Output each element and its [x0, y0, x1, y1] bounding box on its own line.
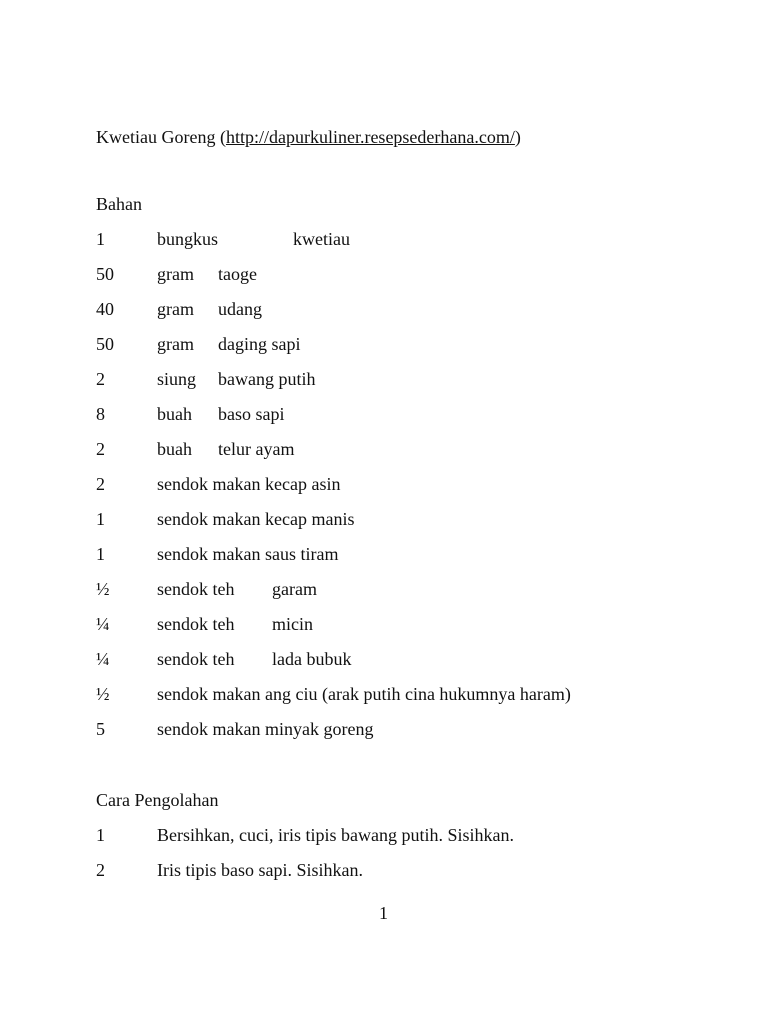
ingredient-unit: sendok teh	[157, 649, 235, 669]
ingredient-qty: 1	[96, 229, 105, 249]
ingredient-qty: 1	[96, 544, 105, 564]
ingredient-qty: 5	[96, 719, 105, 739]
step-number: 1	[96, 825, 105, 845]
title-text: Kwetiau Goreng (	[96, 127, 226, 147]
bahan-heading: Bahan	[96, 194, 142, 214]
ingredient-item: saus tiram	[265, 544, 339, 564]
source-link[interactable]: http://dapurkuliner.resepsederhana.com/	[225, 127, 515, 147]
ingredient-item: kecap manis	[265, 509, 355, 529]
ingredient-unit: sendok makan	[157, 474, 261, 494]
ingredient-item: telur ayam	[218, 439, 295, 459]
ingredient-unit: buah	[157, 404, 192, 424]
ingredient-qty: 8	[96, 404, 105, 424]
ingredient-unit: sendok makan	[157, 719, 261, 739]
ingredient-item: baso sapi	[218, 404, 285, 424]
title-close: )	[514, 127, 521, 147]
ingredient-item: udang	[218, 299, 262, 319]
ingredient-item: garam	[272, 579, 317, 599]
ingredient-item: kwetiau	[293, 229, 350, 249]
ingredient-qty: 2	[96, 439, 105, 459]
ingredient-item: lada bubuk	[272, 649, 352, 669]
step-text: Iris tipis baso sapi. Sisihkan.	[157, 860, 363, 880]
ingredient-qty: 50	[96, 264, 114, 284]
ingredient-unit: sendok makan	[157, 544, 261, 564]
ingredient-unit: buah	[157, 439, 192, 459]
ingredient-qty: 2	[96, 474, 105, 494]
ingredient-unit: sendok teh	[157, 614, 235, 634]
ingredient-qty: ¼	[96, 649, 110, 669]
ingredient-qty: 2	[96, 369, 105, 389]
ingredient-unit: gram	[157, 334, 194, 354]
ingredient-item: ang ciu (arak putih cina hukumnya haram)	[265, 684, 571, 704]
ingredient-unit: sendok teh	[157, 579, 235, 599]
ingredient-qty: ½	[96, 579, 110, 599]
ingredient-unit: bungkus	[157, 229, 219, 249]
step-number: 2	[96, 860, 105, 880]
ingredient-item: micin	[272, 614, 313, 634]
ingredient-unit: gram	[157, 264, 194, 284]
ingredient-item: minyak goreng	[265, 719, 374, 739]
step-text: Bersihkan, cuci, iris tipis bawang putih. Sisihkan.	[157, 825, 514, 845]
ingredient-item: taoge	[218, 264, 257, 284]
ingredient-qty: 40	[96, 299, 114, 319]
ingredient-qty: ½	[96, 684, 110, 704]
ingredient-unit: sendok makan	[157, 684, 261, 704]
ingredient-unit: gram	[157, 299, 194, 319]
document-title	[96, 126, 521, 148]
ingredient-unit: siung	[157, 369, 197, 389]
ingredient-qty: 1	[96, 509, 105, 529]
ingredient-item: daging sapi	[218, 334, 301, 354]
ingredient-unit: sendok makan	[157, 509, 261, 529]
page-number: 1	[379, 903, 388, 923]
cara-heading: Cara Pengolahan	[96, 790, 219, 810]
ingredient-qty: 50	[96, 334, 114, 354]
ingredient-qty: ¼	[96, 614, 110, 634]
ingredient-item: kecap asin	[265, 474, 341, 494]
ingredient-item: bawang putih	[218, 369, 316, 389]
